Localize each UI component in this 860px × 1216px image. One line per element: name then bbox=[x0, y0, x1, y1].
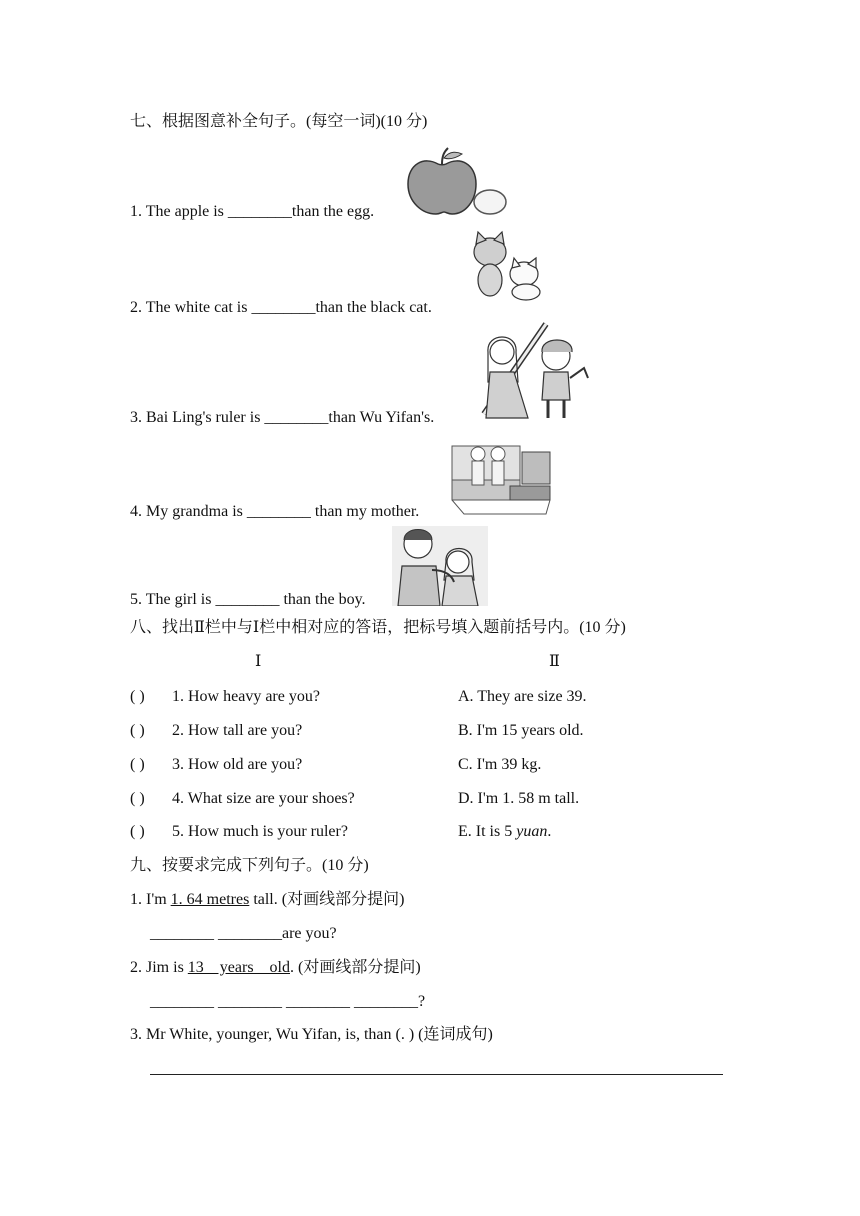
apple-egg-illustration bbox=[404, 146, 512, 218]
s8-answer-a: A. They are size 39. bbox=[458, 688, 587, 705]
s9-q3-answer-rule[interactable] bbox=[150, 1074, 723, 1075]
answer-paren[interactable]: ( ) bbox=[130, 722, 145, 739]
column-1-header: Ⅰ bbox=[255, 653, 262, 670]
column-2-header: Ⅱ bbox=[549, 653, 560, 670]
answer-paren[interactable]: ( ) bbox=[130, 756, 145, 773]
s7-item-1: 1. The apple is ________than the egg. bbox=[130, 203, 375, 220]
s8-answer-c: C. I'm 39 kg. bbox=[458, 756, 542, 773]
s9-q1-pre: 1. I'm bbox=[130, 891, 171, 908]
s9-q2-answer-line[interactable]: ________ ________ ________ ________? bbox=[150, 993, 426, 1010]
section-9-heading: 九、按要求完成下列句子。(10 分) bbox=[130, 857, 369, 874]
s8-answer-b: B. I'm 15 years old. bbox=[458, 722, 584, 739]
s7-item-2: 2. The white cat is ________than the black cat. bbox=[130, 299, 432, 316]
answer-paren[interactable]: ( ) bbox=[130, 790, 145, 807]
s8-answer-e-pre: E. It is 5 bbox=[458, 823, 517, 840]
s8-question-4: 4. What size are your shoes? bbox=[172, 790, 355, 807]
s9-q1-post: tall. (对画线部分提问) bbox=[249, 891, 405, 908]
s9-q1-underlined: 1. 64 metres bbox=[170, 891, 250, 908]
s9-q1-answer-line[interactable]: ________ ________are you? bbox=[150, 925, 337, 942]
s9-q2-post: . (对画线部分提问) bbox=[290, 959, 421, 976]
s9-q2-underlined: 13 years old bbox=[187, 959, 290, 976]
s8-answer-e bbox=[458, 822, 551, 842]
s7-item-4: 4. My grandma is ________ than my mother. bbox=[130, 503, 420, 520]
s7-item-5: 5. The girl is ________ than the boy. bbox=[130, 591, 366, 608]
cats-illustration bbox=[466, 228, 550, 302]
s9-question-3: 3. Mr White, younger, Wu Yifan, is, than (. ) (连词成句) bbox=[130, 1026, 493, 1043]
s8-question-2: 2. How tall are you? bbox=[172, 722, 303, 739]
s9-q2-pre: 2. Jim is bbox=[130, 959, 188, 976]
s8-question-3: 3. How old are you? bbox=[172, 756, 303, 773]
s9-question-2 bbox=[130, 958, 421, 978]
s8-answer-e-em: yuan bbox=[516, 823, 548, 840]
answer-paren[interactable]: ( ) bbox=[130, 688, 145, 705]
kids-ruler-illustration bbox=[478, 322, 592, 422]
answer-paren[interactable]: ( ) bbox=[130, 823, 145, 840]
s9-question-1 bbox=[130, 890, 404, 910]
s8-answer-d: D. I'm 1. 58 m tall. bbox=[458, 790, 580, 807]
boy-girl-illustration bbox=[392, 526, 488, 606]
s8-answer-e-post: . bbox=[547, 823, 552, 840]
s8-question-1: 1. How heavy are you? bbox=[172, 688, 320, 705]
s8-question-5: 5. How much is your ruler? bbox=[172, 823, 348, 840]
grandma-mother-sofa-illustration bbox=[450, 436, 554, 516]
section-7-heading: 七、根据图意补全句子。(每空一词)(10 分) bbox=[130, 113, 428, 130]
s7-item-3: 3. Bai Ling's ruler is ________than Wu Yifan's. bbox=[130, 409, 435, 426]
section-8-heading: 八、找出Ⅱ栏中与Ⅰ栏中相对应的答语，把标号填入题前括号内。(10 分) bbox=[130, 619, 626, 636]
